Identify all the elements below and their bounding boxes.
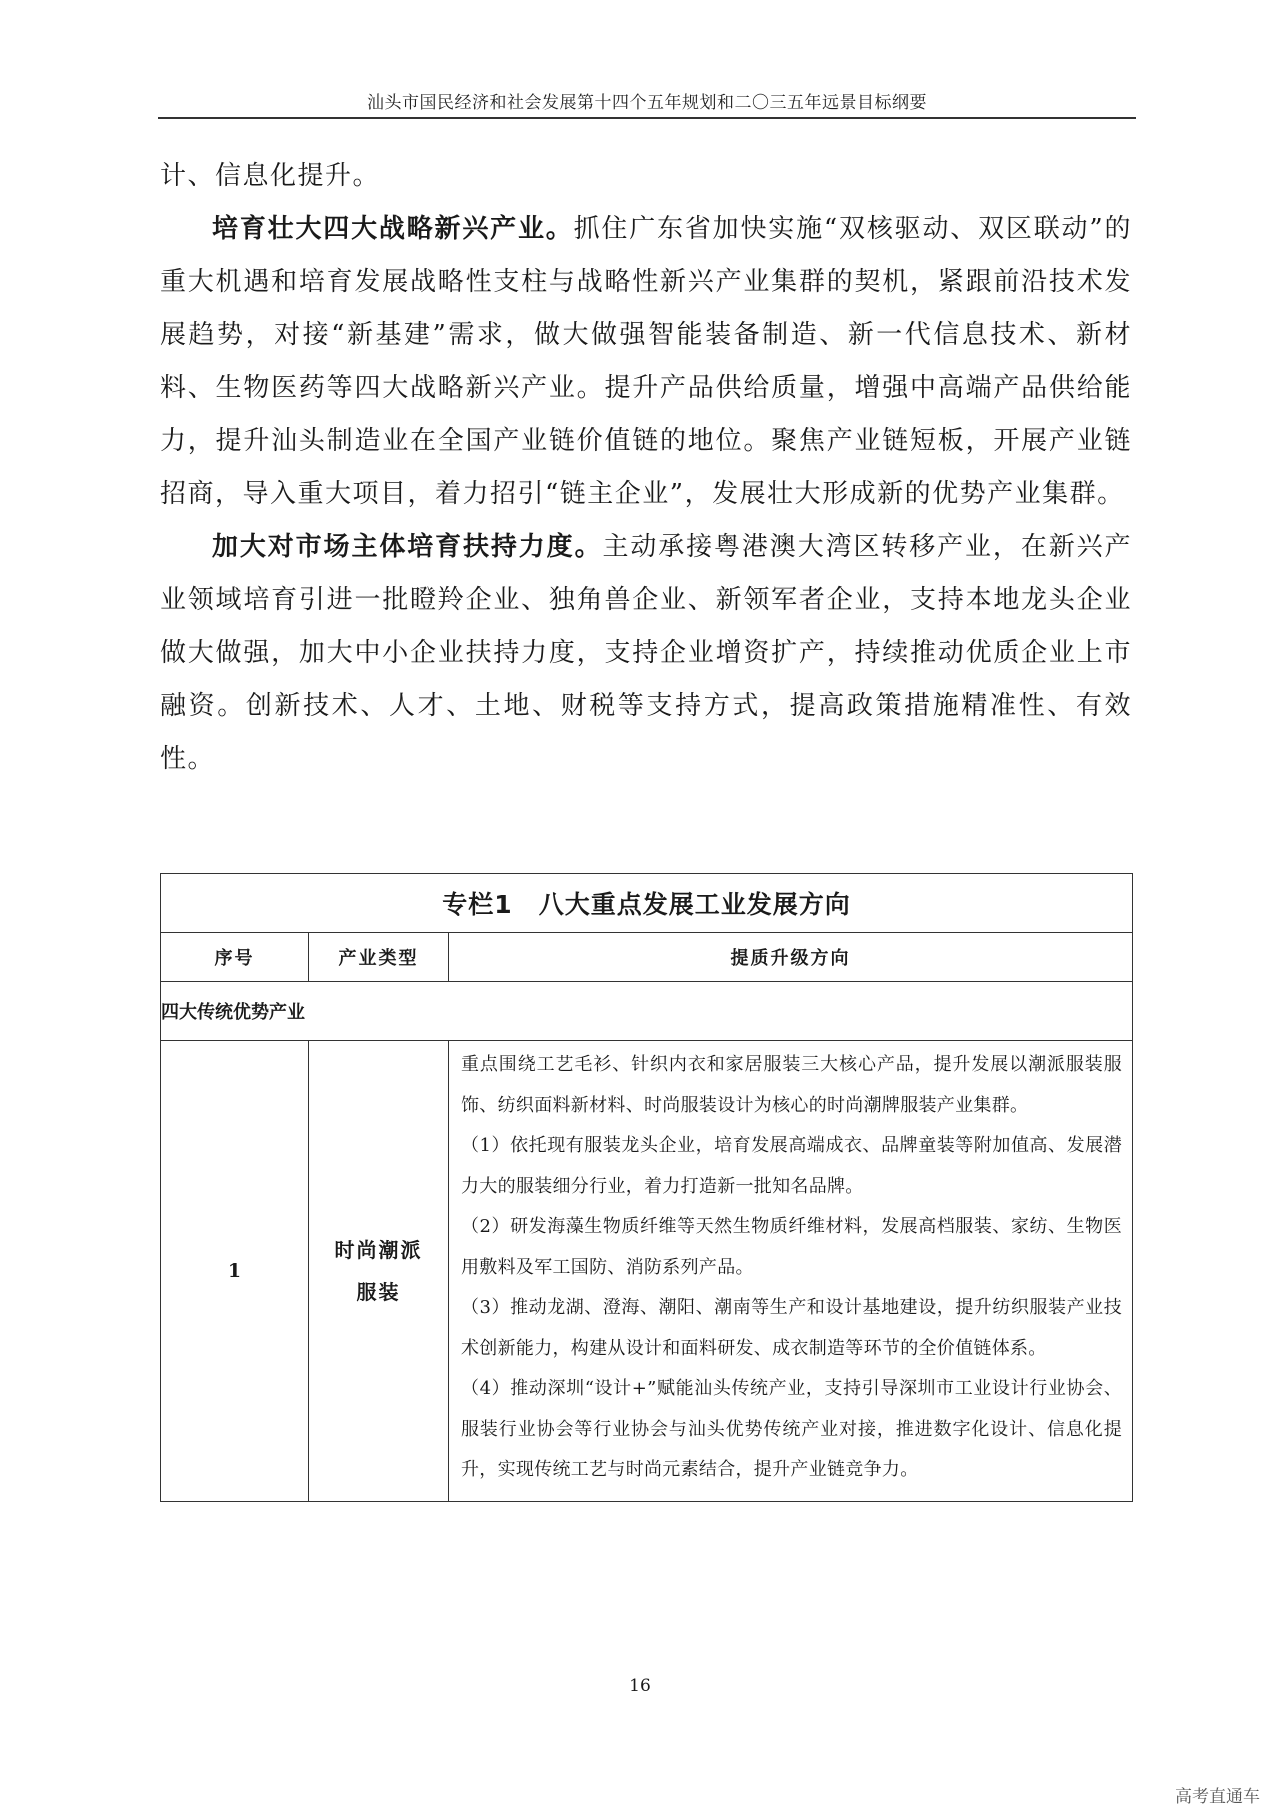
- column-header-num: 序号: [161, 933, 309, 982]
- continuation-line: 计、信息化提升。: [160, 161, 381, 191]
- paragraph-strategic-industries: [160, 203, 1132, 521]
- direction-item: 重点围绕工艺毛衫、针织内衣和家居服装三大核心产品，提升发展以潮派服装服饰、纺织面料新材料、时尚服装设计为核心的时尚潮牌服装产业集群。: [461, 1054, 1122, 1116]
- industry-type-line: 时尚潮派: [334, 1237, 423, 1262]
- watermark: 高考直通车: [1175, 1787, 1260, 1807]
- paragraph-text: 主动承接粤港澳大湾区转移产业，在新兴产业领域培育引进一批瞪羚企业、独角兽企业、新领军者企业，支持本地龙头企业做大做强，加大中小企业扶持力度，支持企业增资扩产，持续推动优质企业上市融资。创新技术、人才、土地、财税等支持方式，提高政策措施精准性、有效性。: [160, 532, 1132, 774]
- table-header-row: [161, 933, 1133, 982]
- page-number: 16: [629, 1676, 651, 1696]
- row-number: 1: [161, 1041, 309, 1502]
- category-row: [161, 982, 1133, 1041]
- direction-item: （4）推动深圳“设计+”赋能汕头传统产业，支持引导深圳市工业设计行业协会、服装行业协会等行业协会与汕头优势传统产业对接，推进数字化设计、信息化提升，实现传统工艺与时尚元素结合，提升产业链竞争力。: [461, 1378, 1122, 1480]
- paragraph-heading: 培育壮大四大战略新兴产业。: [212, 214, 574, 244]
- table-row: [161, 1041, 1133, 1502]
- column-header-direction: 提质升级方向: [449, 933, 1133, 982]
- upgrade-direction: [449, 1041, 1133, 1502]
- industry-type-line: 服装: [356, 1279, 401, 1304]
- paragraph-market-entities: [160, 521, 1132, 786]
- body-text: [160, 150, 1132, 786]
- direction-item: （2）研发海藻生物质纤维等天然生物质纤维材料，发展高档服装、家纺、生物医用敷料及军工国防、消防系列产品。: [461, 1216, 1122, 1278]
- header-rule: [158, 117, 1136, 119]
- column-box-table: [160, 873, 1133, 1502]
- column-header-type: 产业类型: [309, 933, 449, 982]
- paragraph-heading: 加大对市场主体培育扶持力度。: [212, 532, 603, 562]
- industry-type: [309, 1041, 449, 1502]
- running-header: 汕头市国民经济和社会发展第十四个五年规划和二〇三五年远景目标纲要: [367, 93, 927, 113]
- box-title: 专栏1 八大重点发展工业发展方向: [161, 874, 1133, 933]
- category-label: 四大传统优势产业: [161, 982, 1133, 1041]
- paragraph-text: 抓住广东省加快实施“双核驱动、双区联动”的重大机遇和培育发展战略性支柱与战略性新兴产业集群的契机，紧跟前沿技术发展趋势，对接“新基建”需求，做大做强智能装备制造、新一代信息技术、新材料、生物医药等四大战略新兴产业。提升产品供给质量，增强中高端产品供给能力，提升汕头制造业在全国产业链价值链的地位。聚焦产业链短板，开展产业链招商，导入重大项目，着力招引“链主企业”，发展壮大形成新的优势产业集群。: [160, 214, 1132, 509]
- direction-item: （3）推动龙湖、澄海、潮阳、潮南等生产和设计基地建设，提升纺织服装产业技术创新能力，构建从设计和面料研发、成衣制造等环节的全价值链体系。: [461, 1297, 1122, 1359]
- direction-item: （1）依托现有服装龙头企业，培育发展高端成衣、品牌童装等附加值高、发展潜力大的服装细分行业，着力打造新一批知名品牌。: [461, 1135, 1122, 1197]
